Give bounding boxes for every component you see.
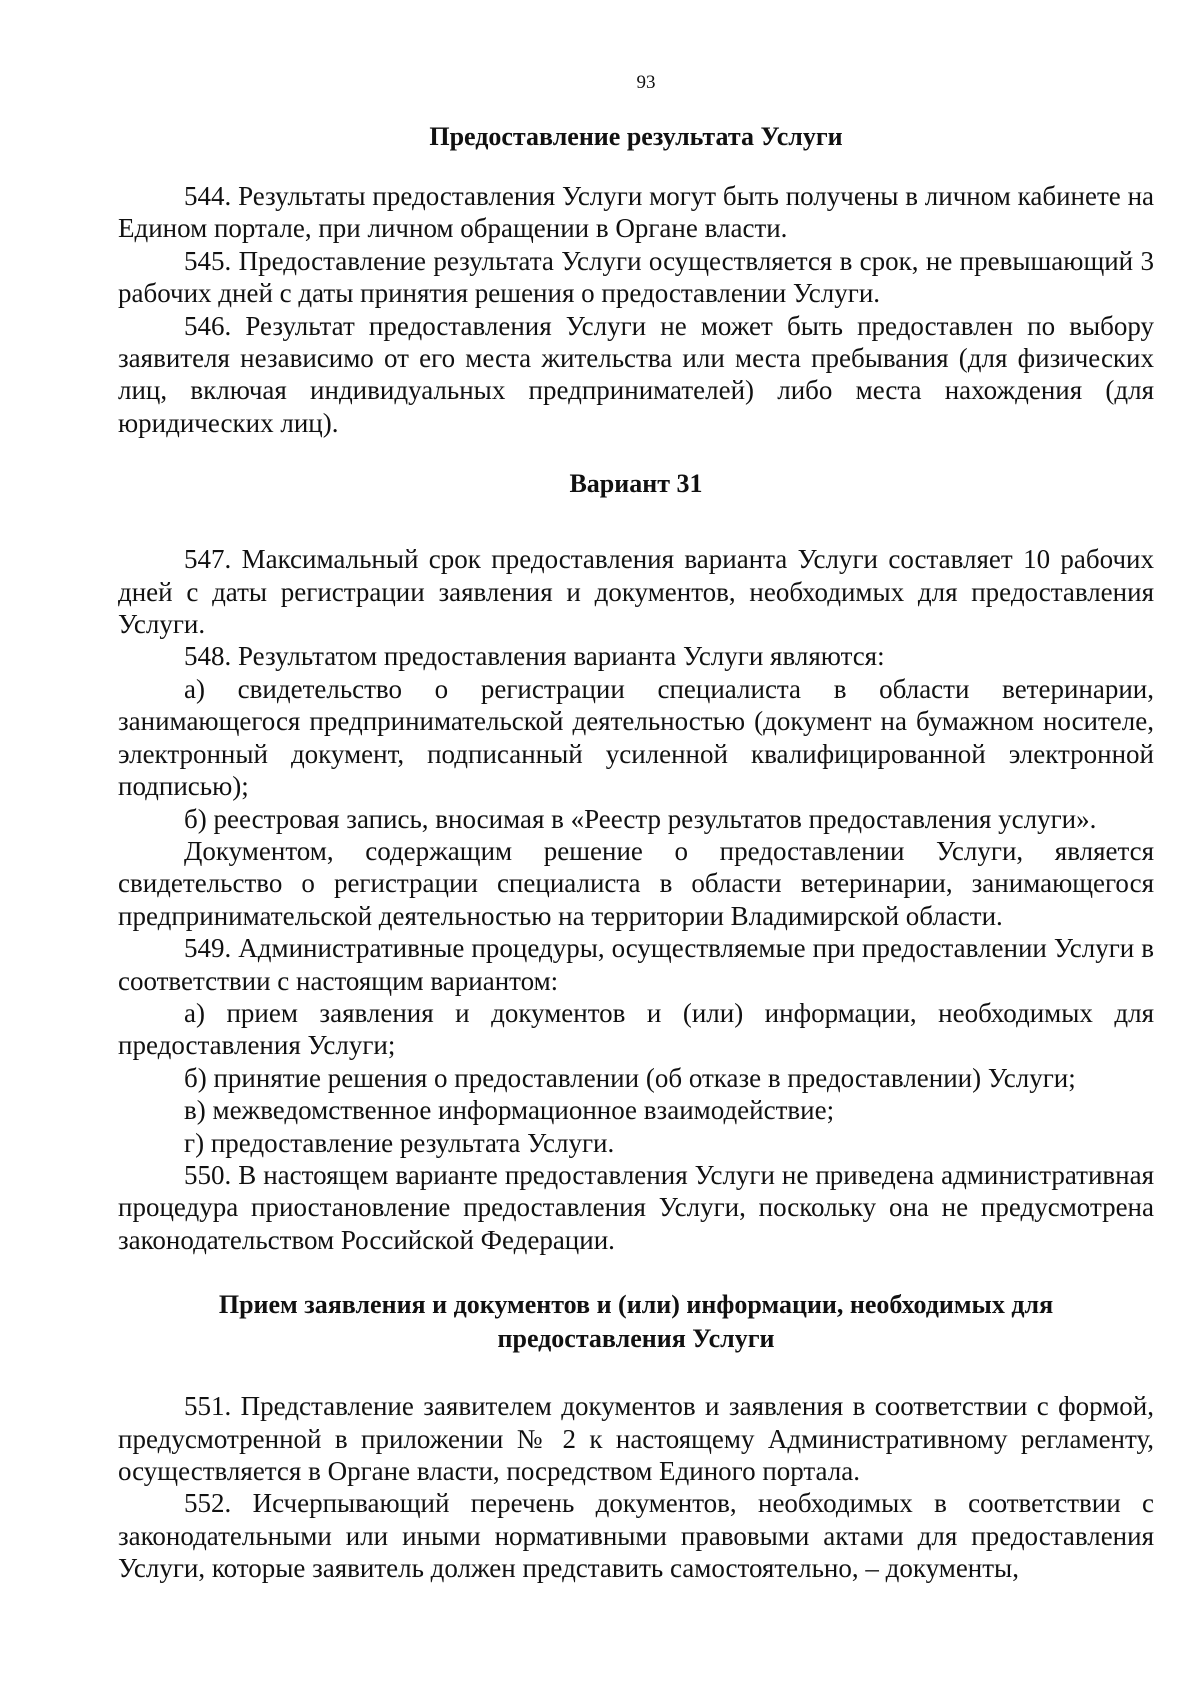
list-item-549-v: в) межведомственное информационное взаимодействие;: [184, 1095, 835, 1126]
paragraph-document: Документом, содержащим решение о предоставлении Услуги, является свидетельство о регистрации специалиста в области ветеринарии, занимающегося предпринимательской деятельностью на территории Владимирской области.: [118, 835, 1154, 931]
list-item-548-b: б) реестровая запись, вносимая в «Реестр результатов предоставления услуги».: [184, 803, 1097, 834]
section-heading: [118, 1288, 1154, 1356]
list-item-549-a: а) прием заявления и документов и (или) информации, необходимых для предоставления Услуги;: [118, 997, 1154, 1061]
section-heading: Предоставление результата Услуги: [429, 122, 843, 151]
paragraph-547: 547. Максимальный срок предоставления варианта Услуги составляет 10 рабочих дней с даты регистрации заявления и документов, необходимых для предоставления Услуги.: [118, 544, 1154, 640]
paragraph-544: 544. Результаты предоставления Услуги могут быть получены в личном кабинете на Едином портале, при личном обращении в Органе власти.: [118, 181, 1154, 244]
section-heading-line2: предоставления Услуги: [497, 1324, 775, 1354]
document-page: [118, 72, 1154, 1585]
paragraph-552: 552. Исчерпывающий перечень документов, необходимых в соответствии с законодательными или иными нормативными правовыми актами для предоставления Услуги, которые заявитель должен представить самостоятельно, – документы,: [118, 1488, 1154, 1584]
list-item-549-g: г) предоставление результата Услуги.: [184, 1127, 615, 1158]
paragraph-546: 546. Результат предоставления Услуги не может быть предоставлен по выбору заявителя независимо от его места жительства или места пребывания (для физических лиц, включая индивидуальных предпринимателей) либо места нахождения (для юридических лиц).: [118, 310, 1154, 438]
paragraph-549: 549. Административные процедуры, осуществляемые при предоставлении Услуги в соответствии с настоящим вариантом:: [118, 933, 1154, 996]
section-reception: [118, 1288, 1154, 1584]
page-number: 93: [636, 72, 656, 93]
section-heading: Вариант 31: [569, 469, 703, 499]
list-item-549-b: б) принятие решения о предоставлении (об отказе в предоставлении) Услуги;: [184, 1062, 1076, 1093]
list-item-548-a: а) свидетельство о регистрации специалиста в области ветеринарии, занимающегося предпринимательской деятельностью (документ на бумажном носителе, электронный документ, подписанный усиленной квалифицированной электронной подписью);: [118, 673, 1154, 802]
paragraph-545: 545. Предоставление результата Услуги осуществляется в срок, не превышающий 3 рабочих дней с даты принятия решения о предоставлении Услуги.: [118, 245, 1154, 309]
paragraph-551: 551. Представление заявителем документов и заявления в соответствии с формой, предусмотренной в приложении № 2 к настоящему Административному регламенту, осуществляется в Органе власти, посредством Единого портала.: [118, 1391, 1154, 1486]
section-variant-31: [118, 467, 1154, 1256]
section-result: [118, 120, 1154, 439]
paragraph-550: 550. В настоящем варианте предоставления Услуги не приведена административная процедура приостановление предоставления Услуги, поскольку она не предусмотрена законодательством Российской Федерации.: [118, 1159, 1154, 1255]
section-heading-line1: Прием заявления и документов и (или) информации, необходимых для: [218, 1290, 1054, 1320]
paragraph-548: 548. Результатом предоставления варианта Услуги являются:: [184, 641, 885, 672]
